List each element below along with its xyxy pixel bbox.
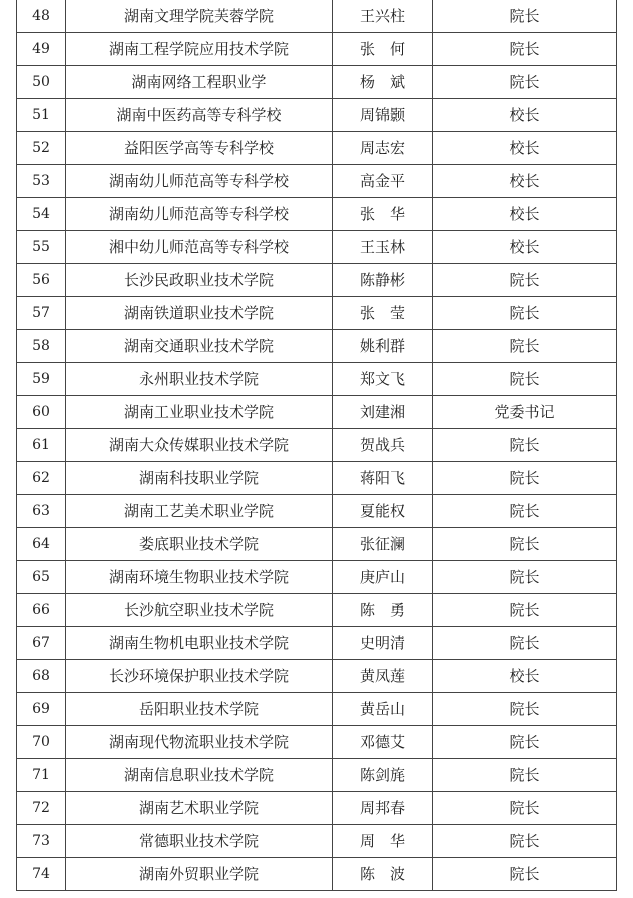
- row-number-cell: 64: [17, 528, 66, 561]
- position-title-cell: 校长: [433, 231, 617, 264]
- school-leaders-table: [16, 0, 617, 891]
- row-number-cell: 67: [17, 627, 66, 660]
- table-row: [17, 627, 617, 660]
- person-name-cell: 蒋阳飞: [333, 462, 433, 495]
- position-title-cell: 校长: [433, 132, 617, 165]
- table-row: [17, 759, 617, 792]
- person-name-cell: 姚利群: [333, 330, 433, 363]
- table-row: [17, 264, 617, 297]
- person-name-cell: 杨 斌: [333, 66, 433, 99]
- position-title-cell: 院长: [433, 495, 617, 528]
- row-number-cell: 53: [17, 165, 66, 198]
- row-number-cell: 57: [17, 297, 66, 330]
- person-name-cell: 史明清: [333, 627, 433, 660]
- position-title-cell: 院长: [433, 561, 617, 594]
- table-row: [17, 429, 617, 462]
- table-row: [17, 561, 617, 594]
- person-name-cell: 张 华: [333, 198, 433, 231]
- position-title-cell: 院长: [433, 528, 617, 561]
- school-name-cell: 湖南幼儿师范高等专科学校: [66, 198, 333, 231]
- row-number-cell: 68: [17, 660, 66, 693]
- school-name-cell: 湖南工业职业技术学院: [66, 396, 333, 429]
- person-name-cell: 周 华: [333, 825, 433, 858]
- table-body: [17, 0, 617, 891]
- person-name-cell: 陈剑旄: [333, 759, 433, 792]
- row-number-cell: 61: [17, 429, 66, 462]
- row-number-cell: 63: [17, 495, 66, 528]
- position-title-cell: 院长: [433, 594, 617, 627]
- table-row: [17, 726, 617, 759]
- row-number-cell: 56: [17, 264, 66, 297]
- person-name-cell: 黄凤莲: [333, 660, 433, 693]
- school-name-cell: 长沙航空职业技术学院: [66, 594, 333, 627]
- person-name-cell: 王玉林: [333, 231, 433, 264]
- school-name-cell: 娄底职业技术学院: [66, 528, 333, 561]
- school-name-cell: 湖南现代物流职业技术学院: [66, 726, 333, 759]
- table-row: [17, 792, 617, 825]
- row-number-cell: 48: [17, 0, 66, 33]
- person-name-cell: 周锦颢: [333, 99, 433, 132]
- person-name-cell: 郑文飞: [333, 363, 433, 396]
- school-name-cell: 湖南文理学院芙蓉学院: [66, 0, 333, 33]
- person-name-cell: 周邦春: [333, 792, 433, 825]
- school-name-cell: 益阳医学高等专科学校: [66, 132, 333, 165]
- table-row: [17, 495, 617, 528]
- table-row: [17, 99, 617, 132]
- position-title-cell: 院长: [433, 462, 617, 495]
- row-number-cell: 54: [17, 198, 66, 231]
- person-name-cell: 庚庐山: [333, 561, 433, 594]
- position-title-cell: 院长: [433, 297, 617, 330]
- position-title-cell: 院长: [433, 825, 617, 858]
- person-name-cell: 张 何: [333, 33, 433, 66]
- table-row: [17, 363, 617, 396]
- school-name-cell: 长沙民政职业技术学院: [66, 264, 333, 297]
- person-name-cell: 邓德艾: [333, 726, 433, 759]
- row-number-cell: 55: [17, 231, 66, 264]
- school-name-cell: 湖南交通职业技术学院: [66, 330, 333, 363]
- position-title-cell: 院长: [433, 759, 617, 792]
- table-row: [17, 396, 617, 429]
- table-row: [17, 858, 617, 891]
- table-row: [17, 66, 617, 99]
- table-row: [17, 132, 617, 165]
- school-name-cell: 湖南工艺美术职业学院: [66, 495, 333, 528]
- row-number-cell: 74: [17, 858, 66, 891]
- person-name-cell: 刘建湘: [333, 396, 433, 429]
- position-title-cell: 院长: [433, 264, 617, 297]
- position-title-cell: 院长: [433, 858, 617, 891]
- row-number-cell: 73: [17, 825, 66, 858]
- position-title-cell: 院长: [433, 429, 617, 462]
- person-name-cell: 黄岳山: [333, 693, 433, 726]
- person-name-cell: 夏能权: [333, 495, 433, 528]
- table-row: [17, 297, 617, 330]
- table-row: [17, 165, 617, 198]
- position-title-cell: 院长: [433, 726, 617, 759]
- table-row: [17, 0, 617, 33]
- table-row: [17, 198, 617, 231]
- row-number-cell: 60: [17, 396, 66, 429]
- school-name-cell: 湖南工程学院应用技术学院: [66, 33, 333, 66]
- table-row: [17, 330, 617, 363]
- school-name-cell: 湖南铁道职业技术学院: [66, 297, 333, 330]
- table-row: [17, 231, 617, 264]
- person-name-cell: 陈 波: [333, 858, 433, 891]
- school-name-cell: 长沙环境保护职业技术学院: [66, 660, 333, 693]
- row-number-cell: 65: [17, 561, 66, 594]
- position-title-cell: 校长: [433, 165, 617, 198]
- row-number-cell: 70: [17, 726, 66, 759]
- school-name-cell: 湖南环境生物职业技术学院: [66, 561, 333, 594]
- school-name-cell: 湖南艺术职业学院: [66, 792, 333, 825]
- position-title-cell: 院长: [433, 66, 617, 99]
- table-row: [17, 594, 617, 627]
- document-page: [16, 0, 616, 891]
- school-name-cell: 湖南网络工程职业学: [66, 66, 333, 99]
- table-row: [17, 528, 617, 561]
- row-number-cell: 58: [17, 330, 66, 363]
- school-name-cell: 湖南中医药高等专科学校: [66, 99, 333, 132]
- school-name-cell: 常德职业技术学院: [66, 825, 333, 858]
- row-number-cell: 62: [17, 462, 66, 495]
- row-number-cell: 51: [17, 99, 66, 132]
- person-name-cell: 张 莹: [333, 297, 433, 330]
- school-name-cell: 湖南信息职业技术学院: [66, 759, 333, 792]
- row-number-cell: 66: [17, 594, 66, 627]
- row-number-cell: 50: [17, 66, 66, 99]
- row-number-cell: 69: [17, 693, 66, 726]
- person-name-cell: 周志宏: [333, 132, 433, 165]
- school-name-cell: 湖南生物机电职业技术学院: [66, 627, 333, 660]
- position-title-cell: 院长: [433, 0, 617, 33]
- row-number-cell: 71: [17, 759, 66, 792]
- school-name-cell: 永州职业技术学院: [66, 363, 333, 396]
- position-title-cell: 院长: [433, 693, 617, 726]
- row-number-cell: 49: [17, 33, 66, 66]
- row-number-cell: 52: [17, 132, 66, 165]
- school-name-cell: 湘中幼儿师范高等专科学校: [66, 231, 333, 264]
- position-title-cell: 校长: [433, 198, 617, 231]
- table-row: [17, 660, 617, 693]
- position-title-cell: 校长: [433, 99, 617, 132]
- person-name-cell: 陈静彬: [333, 264, 433, 297]
- person-name-cell: 王兴柱: [333, 0, 433, 33]
- row-number-cell: 59: [17, 363, 66, 396]
- person-name-cell: 贺战兵: [333, 429, 433, 462]
- position-title-cell: 院长: [433, 363, 617, 396]
- position-title-cell: 党委书记: [433, 396, 617, 429]
- position-title-cell: 校长: [433, 660, 617, 693]
- school-name-cell: 湖南大众传媒职业技术学院: [66, 429, 333, 462]
- position-title-cell: 院长: [433, 792, 617, 825]
- table-row: [17, 825, 617, 858]
- school-name-cell: 岳阳职业技术学院: [66, 693, 333, 726]
- row-number-cell: 72: [17, 792, 66, 825]
- position-title-cell: 院长: [433, 330, 617, 363]
- person-name-cell: 高金平: [333, 165, 433, 198]
- table-row: [17, 33, 617, 66]
- position-title-cell: 院长: [433, 627, 617, 660]
- school-name-cell: 湖南科技职业学院: [66, 462, 333, 495]
- position-title-cell: 院长: [433, 33, 617, 66]
- table-row: [17, 462, 617, 495]
- school-name-cell: 湖南外贸职业学院: [66, 858, 333, 891]
- person-name-cell: 陈 勇: [333, 594, 433, 627]
- school-name-cell: 湖南幼儿师范高等专科学校: [66, 165, 333, 198]
- person-name-cell: 张征澜: [333, 528, 433, 561]
- table-row: [17, 693, 617, 726]
